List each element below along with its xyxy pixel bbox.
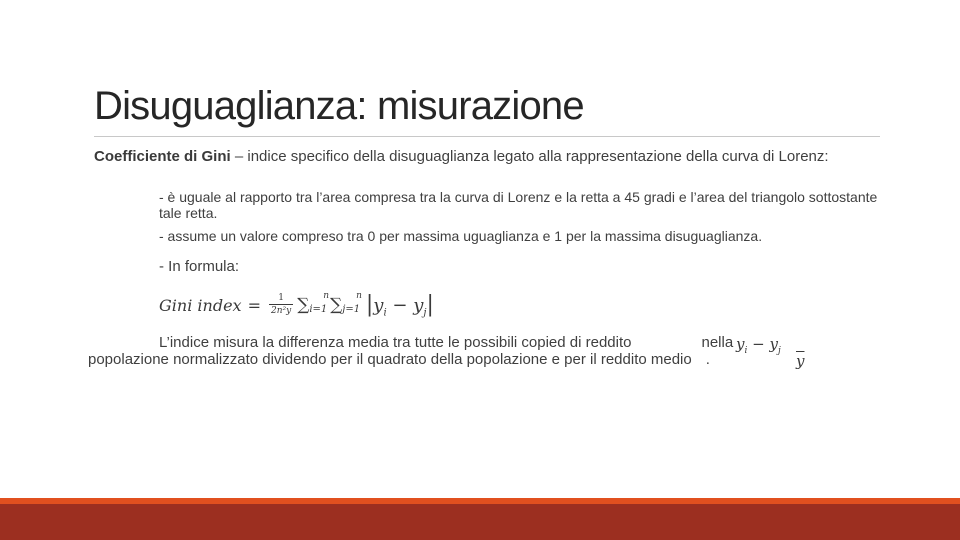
absolute-difference: $|y_i - y_j|$ bbox=[365, 291, 434, 319]
gini-formula bbox=[159, 286, 434, 324]
sum-i-upper: n bbox=[323, 291, 330, 301]
sum-i: ∑ i=1 $^n$ bbox=[297, 291, 330, 315]
fraction-numerator: 1 bbox=[278, 293, 284, 303]
title-divider bbox=[94, 136, 880, 137]
bullet-value-range: - assume un valore compreso tra 0 per massima uguaglianza e 1 per la massima disuguaglianza. bbox=[159, 228, 763, 244]
footer-band bbox=[0, 504, 960, 540]
sum-j-lower: j=1 bbox=[342, 304, 361, 315]
sum-j: ∑ j=1 $^n$ bbox=[330, 291, 362, 315]
mean-income-symbol: $\overline{y}$ bbox=[796, 352, 805, 370]
sum-j-upper: n bbox=[356, 291, 362, 301]
gini-definition bbox=[94, 148, 884, 165]
formula-lhs: Gini index bbox=[159, 295, 242, 315]
fraction-denominator: 2n²y bbox=[270, 306, 292, 316]
gini-term: Coefficiente di Gini bbox=[94, 148, 231, 165]
formula-fraction bbox=[269, 292, 293, 318]
bullet-area-ratio: - è uguale al rapporto tra l’area compresa tra la curva di Lorenz e la retta a 45 gradi e l’area del triangolo sottostante tale retta. bbox=[159, 189, 878, 221]
description-line-2: popolazione normalizzato dividendo per il quadrato della popolazione e per il reddito medio . bbox=[88, 351, 710, 368]
sum-i-lower: i=1 bbox=[309, 304, 328, 315]
slide-title: Disuguaglianza: misurazione bbox=[94, 84, 584, 128]
description-line-1: L’indice misura la differenza media tra tutte le possibili copied di reddito nella bbox=[159, 334, 734, 351]
formula-equals: = bbox=[247, 295, 261, 315]
gini-definition-text: – indice specifico della disuguaglianza legato alla rappresentazione della curva di Lorenz: bbox=[230, 148, 829, 165]
bullet-formula-intro: - In formula: bbox=[159, 258, 240, 275]
income-pair-expression: $y_i - y_j$ bbox=[736, 335, 781, 356]
